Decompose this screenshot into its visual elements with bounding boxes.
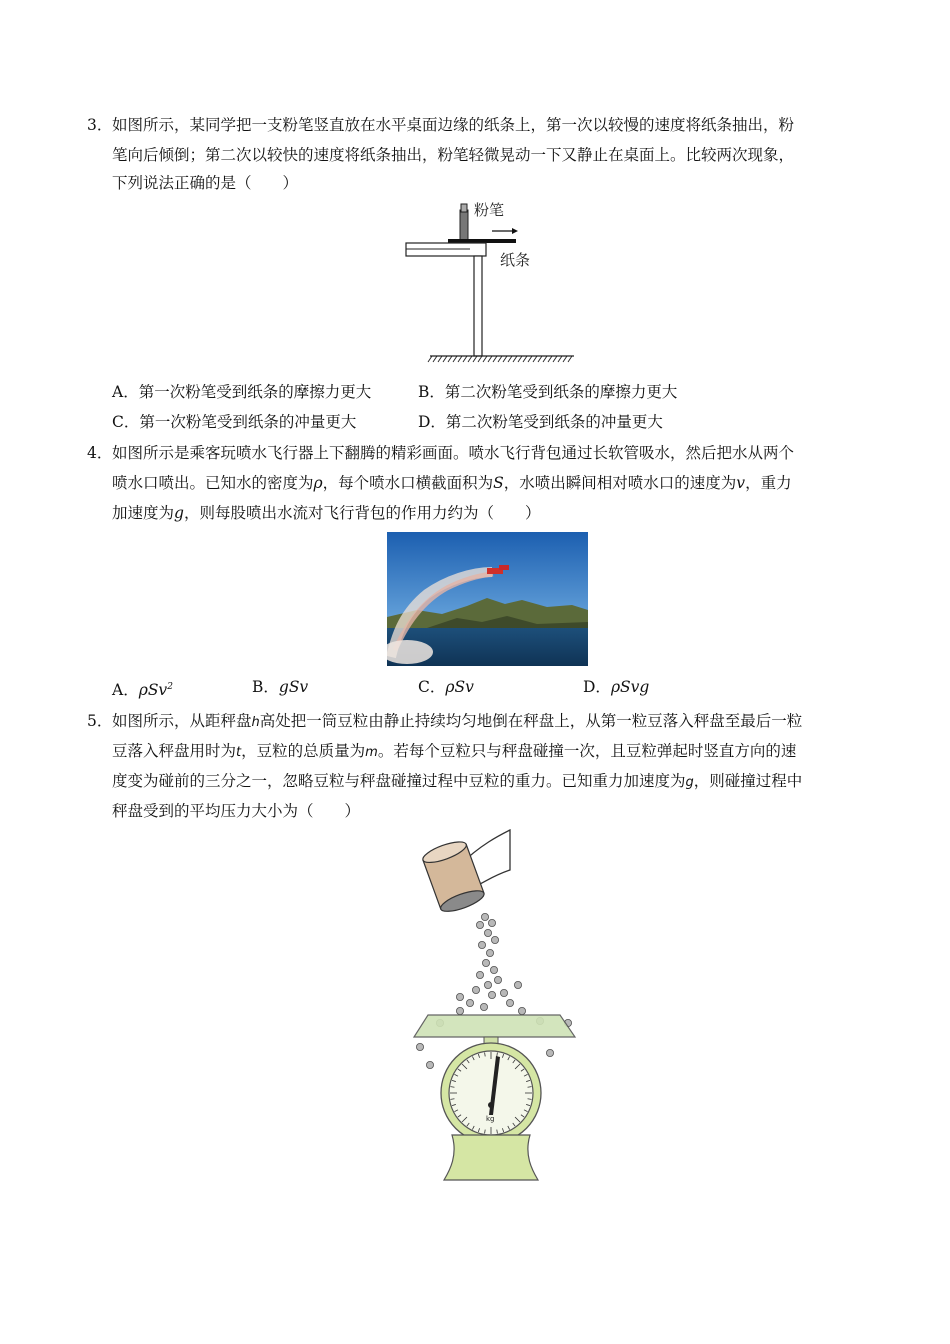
jetpack-photo xyxy=(387,532,588,666)
option-letter: A． xyxy=(112,681,139,700)
q4-text: ，重力 xyxy=(745,474,792,492)
question-4-option-c[interactable] xyxy=(418,677,474,697)
question-4-line-2 xyxy=(112,473,792,493)
option-exponent: 2 xyxy=(167,682,173,692)
question-5-line-1 xyxy=(112,711,802,733)
question-3-option-a[interactable]: A．第一次粉笔受到纸条的摩擦力更大 xyxy=(112,383,372,401)
chalk-table-figure xyxy=(400,198,580,368)
q5-text: 豆落入秤盘用时为 xyxy=(112,742,237,760)
area-symbol: S xyxy=(493,474,504,492)
q4-text: ，水喷出瞬间相对喷水口的速度为 xyxy=(503,474,737,492)
question-5-line-2 xyxy=(112,741,796,763)
velocity-symbol: v xyxy=(736,474,746,492)
time-symbol: t xyxy=(236,745,242,760)
question-3-option-b[interactable]: B．第二次粉笔受到纸条的摩擦力更大 xyxy=(418,383,678,401)
mass-symbol: m xyxy=(365,745,378,760)
q4-text: 加速度为 xyxy=(112,504,175,522)
height-symbol: h xyxy=(251,715,260,730)
question-3-line-1: 如图所示，某同学把一支粉笔竖直放在水平桌面边缘的纸条上，第一次以较慢的速度将纸条抽出，粉 xyxy=(112,116,795,134)
q4-text: ，则每股喷出水流对飞行背包的作用力约为（ ） xyxy=(183,504,541,522)
q5-text: ，则碰撞过程中 xyxy=(693,772,803,790)
question-4-option-a[interactable] xyxy=(112,677,173,700)
q5-text: 如图所示，从距秤盘 xyxy=(112,712,252,730)
question-4-line-3 xyxy=(112,503,540,523)
chalk-label: 粉笔 xyxy=(474,201,505,219)
question-3-number: 3． xyxy=(87,116,113,134)
question-5-number: 5． xyxy=(87,712,113,730)
question-3-option-c[interactable]: C．第一次粉笔受到纸条的冲量更大 xyxy=(112,413,357,431)
option-letter: C． xyxy=(418,678,446,696)
question-3-line-2: 笔向后倾倒；第二次以较快的速度将纸条抽出，粉笔轻微晃动一下又静止在桌面上。比较两次现象， xyxy=(112,146,795,164)
q4-text: 喷水口喷出。已知水的密度为 xyxy=(112,474,314,492)
option-expr: gSv xyxy=(278,678,309,696)
question-3-option-d[interactable]: D．第二次粉笔受到纸条的冲量更大 xyxy=(418,413,663,431)
gravity-symbol: g xyxy=(685,775,694,790)
q5-text: 。若每个豆粒只与秤盘碰撞一次，且豆粒弹起时竖直方向的速 xyxy=(377,742,797,760)
q5-text: 高处把一筒豆粒由静止持续均匀地倒在秤盘上，从第一粒豆落入秤盘至最后一粒 xyxy=(259,712,803,730)
question-4-option-b[interactable] xyxy=(252,677,308,697)
q5-text: 度变为碰前的三分之一，忽略豆粒与秤盘碰撞过程中豆粒的重力。已知重力加速度为 xyxy=(112,772,686,790)
rho-symbol: ρ xyxy=(313,474,323,492)
option-letter: D． xyxy=(583,678,611,696)
gravity-symbol: g xyxy=(174,504,184,522)
question-4-option-d[interactable] xyxy=(583,677,649,697)
option-expr: ρSvg xyxy=(610,678,650,696)
question-5-line-4: 秤盘受到的平均压力大小为（ ） xyxy=(112,802,361,820)
scale-unit-label: kg xyxy=(486,1115,495,1123)
option-expr: ρSv xyxy=(445,678,474,696)
question-4-line-1: 如图所示是乘客玩喷水飞行器上下翻腾的精彩画面。喷水飞行背包通过长软管吸水，然后把水从两个 xyxy=(112,444,795,462)
bean-scale-figure xyxy=(400,825,580,1187)
q4-text: ，每个喷水口横截面积为 xyxy=(322,474,494,492)
paper-strip-label: 纸条 xyxy=(500,251,531,269)
q5-text: ，豆粒的总质量为 xyxy=(241,742,366,760)
option-letter: B． xyxy=(252,678,279,696)
question-5-line-3 xyxy=(112,771,802,793)
question-4-number: 4． xyxy=(87,444,113,462)
question-3-line-3: 下列说法正确的是（ ） xyxy=(112,174,299,192)
option-expr: ρSv xyxy=(138,681,168,700)
